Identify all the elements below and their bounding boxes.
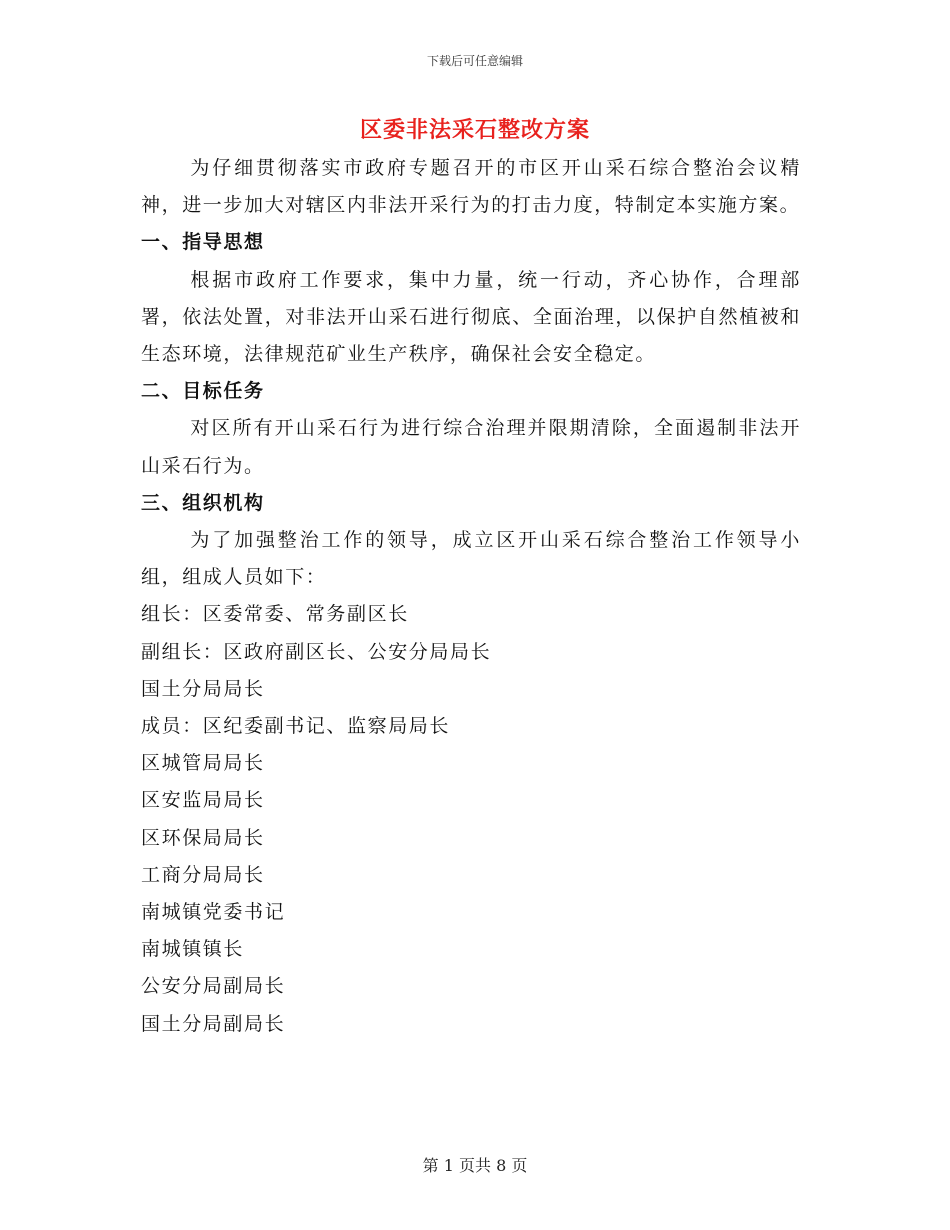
- member-line: 国土分局局长: [141, 677, 265, 700]
- member-line: 工商分局局长: [141, 863, 265, 886]
- section-heading-organization: 三、组织机构: [141, 491, 265, 514]
- member-line: 区城管局局长: [141, 752, 265, 775]
- member-line: 组长：区委常委、常务副区长: [141, 603, 409, 626]
- member-line: 成员：区纪委副书记、监察局局长: [141, 715, 451, 738]
- document-body: [141, 150, 801, 1043]
- intro-paragraph: 为仔细贯彻落实市政府专题召开的市区开山采石综合整治会议精神，进一步加大对辖区内非法开采行为的打击力度，特制定本实施方案。: [141, 157, 801, 217]
- page-header: 下载后可任意编辑: [426, 54, 523, 68]
- member-line: 区安监局局长: [141, 789, 265, 812]
- member-line: 区环保局局长: [141, 826, 265, 849]
- member-line: 副组长：区政府副区长、公安分局局长: [141, 640, 492, 663]
- section-heading-goals: 二、目标任务: [141, 380, 265, 403]
- member-line: 南城镇党委书记: [141, 901, 286, 924]
- page-footer: 第 1 页共 8 页: [422, 1156, 528, 1175]
- section-paragraph-guiding-ideology: 根据市政府工作要求，集中力量，统一行动，齐心协作，合理部署，依法处置，对非法开山采石进行彻底、全面治理，以保护自然植被和生态环境，法律规范矿业生产秩序，确保社会安全稳定。: [141, 268, 801, 366]
- document-title: 区委非法采石整改方案: [359, 117, 590, 143]
- section-paragraph-organization: 为了加强整治工作的领导，成立区开山采石综合整治工作领导小组，组成人员如下：: [141, 529, 801, 589]
- member-line: 南城镇镇长: [141, 938, 245, 961]
- section-paragraph-goals: 对区所有开山采石行为进行综合治理并限期清除，全面遏制非法开山采石行为。: [141, 417, 801, 477]
- member-line: 公安分局副局长: [141, 975, 286, 998]
- member-line: 国土分局副局长: [141, 1012, 286, 1035]
- section-heading-guiding-ideology: 一、指导思想: [141, 231, 265, 254]
